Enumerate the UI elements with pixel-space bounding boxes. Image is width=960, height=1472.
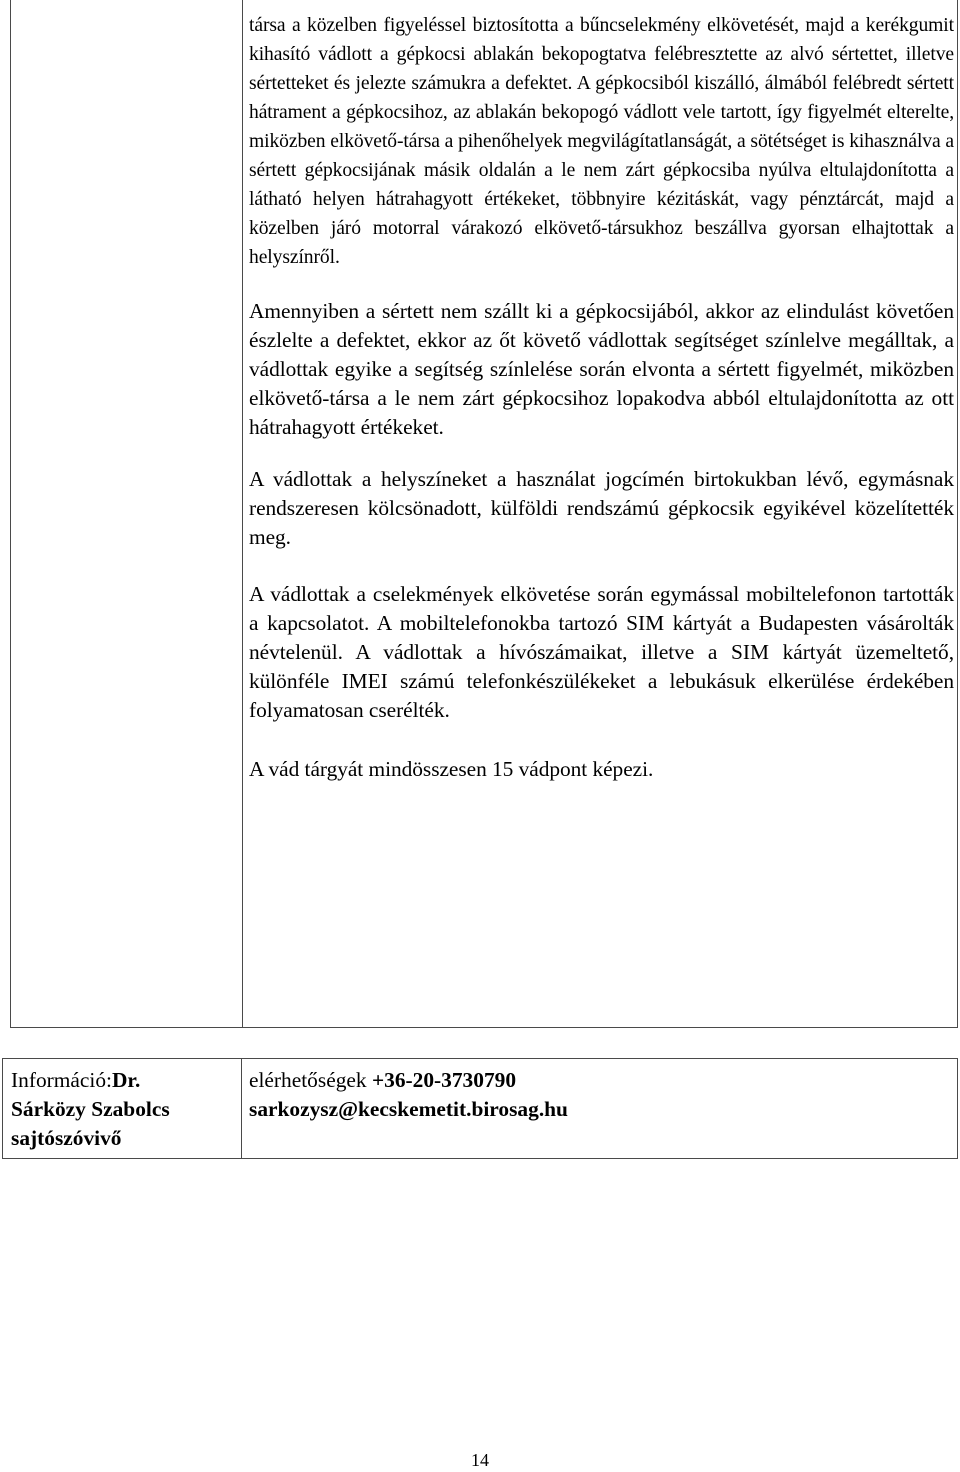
- paragraph-continuation: [249, 11, 954, 272]
- contact-role: sajtószóvivő: [11, 1126, 122, 1150]
- paragraph-3: A vádlottak a helyszíneket a használat jogcímén birtokukban lévő, egymásnak rendszeresen kölcsönadott, külföldi rendszámú gépkocsik egyikével közelítették meg.: [249, 467, 954, 549]
- paragraph-1b-text: A gépkocsiból kiszálló, álmából felébredt sértett hátrament a gépkocsihoz, az ablakán bekopogó vádlott vele tartott, így figyelmét elterelte, miközben elkövető-társa a pihenőhelyek megvilágítatlanságát, a sötétséget is kihasználva a sértett gépkocsijának másik oldalán a le nem zárt gépkocsiba nyúlva eltulajdonította a látható helyen hátrahagyott értékeket, többnyire kézitáskát, vagy pénztárcát, majd a közelben járó motorral várakozó elkövető-társukhoz beszállva gyorsan elhajtottak a helyszínről.: [249, 73, 954, 268]
- email-address[interactable]: sarkozysz@kecskemetit.birosag.hu: [249, 1097, 568, 1121]
- contact-person-cell: [11, 1066, 233, 1153]
- paragraph-5: A vád tárgyát mindösszesen 15 vádpont képezi.: [249, 757, 654, 781]
- contact-details-cell: [249, 1066, 949, 1124]
- info-column-divider: [241, 1059, 242, 1158]
- paragraph-2: Amennyiben a sértett nem szállt ki a gépkocsijából, akkor az elindulást követően észlelte a defektet, ekkor az őt követő vádlottak segítséget színlelve megálltak, a vádlottak egyike a segítség színlelése során elvonta a sértett figyelmét, miközben elkövető-társa a le nem zárt gépkocsihoz lopakodva abból eltulajdonította az ott hátrahagyott értékeket.: [249, 299, 954, 439]
- name-prefix: Dr.: [111, 1068, 141, 1092]
- contact-name: Sárközy Szabolcs: [11, 1097, 170, 1121]
- content-cell: [249, 0, 954, 784]
- contact-info-table: [2, 1058, 958, 1159]
- contacts-label: elérhetőségek: [249, 1068, 367, 1092]
- page-number: 14: [471, 1450, 489, 1470]
- table-column-divider: [242, 0, 243, 1027]
- paragraph-4: A vádlottak a cselekmények elkövetése során egymással mobiltelefonon tartották a kapcsolatot. A mobiltelefonokba tartozó SIM kártyát a Budapesten vásárolták névtelenül. A vádlottak a hívószámaikat, illetve a SIM kártyát üzemeltető, különféle IMEI számú telefonkészülékeket a lebukásuk elkerülése érdekében folyamatosan cserélték.: [249, 582, 954, 722]
- paragraph-1a-text: társa a közelben figyeléssel biztosította a bűncselekmény elkövetését, majd a kerékgumit kihasító vádlott a gépkocsi ablakán bekopogtatva felébresztette az alvó sértettet, illetve sértetteket és jelezte számukra a defektet.: [249, 15, 954, 94]
- phone-number[interactable]: +36-20-3730790: [371, 1068, 517, 1092]
- content-table: [10, 0, 958, 1028]
- info-label: Információ:: [11, 1068, 112, 1092]
